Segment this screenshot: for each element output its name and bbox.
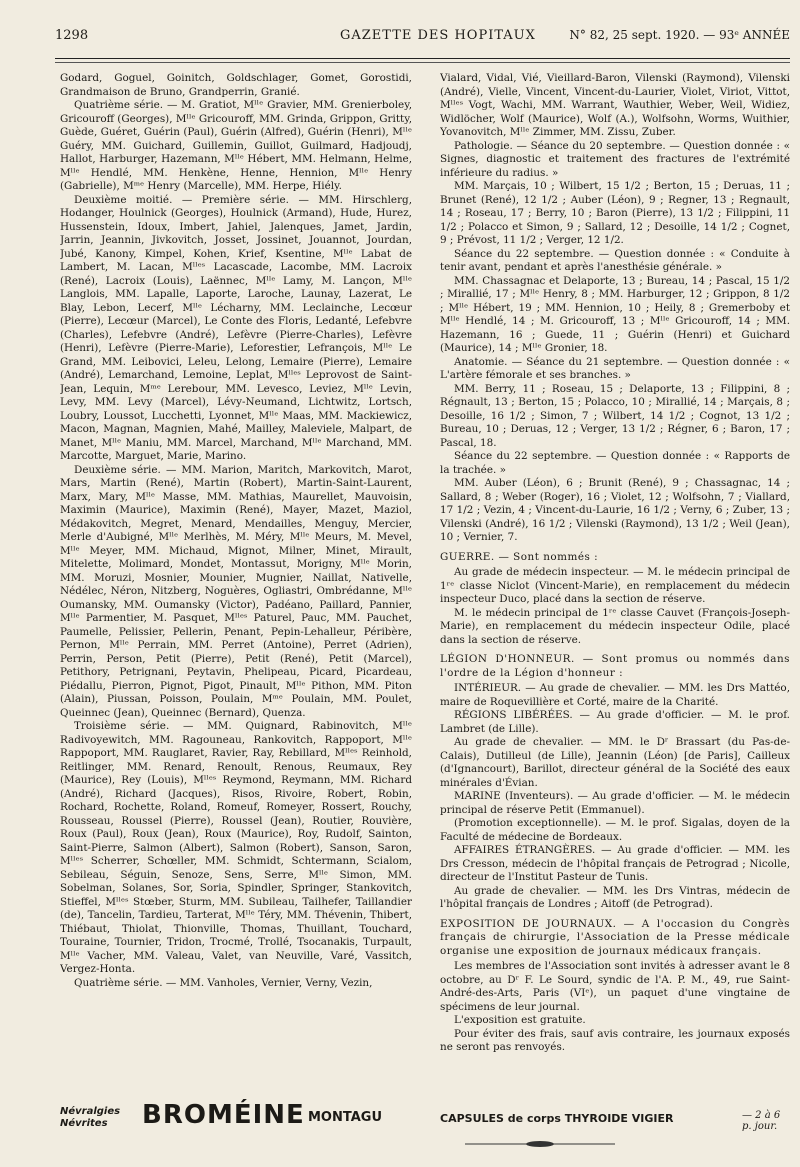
paragraph: Les membres de l'Association sont invités à adresser avant le 8 octobre, au Dʳ F. Le Sourd, syndic de l'A. P. M., 49, rue Saint-André-des-Arts, Paris (VIᵉ), un paquet d'une vingtaine de spécimens de leur journal. bbox=[440, 960, 790, 1013]
paragraph: Troisième série. — MM. Quignard, Rabinovitch, Mˡˡᵉ Radivoyewitch, MM. Ragouneau, Rankovitch, Rappoport, Mˡˡᵉ Rappoport, MM. Rauglaret, Ravier, Ray, Rebillard, Mˡˡᵉˢ Reinhold, Reitlinger, MM. Renard, Renoult, Renous, Reumaux, Rey (Maurice), Rey (Louis), Mˡˡᵉˢ Reymond, Reymann, MM. Richard (André), Richard (Jacques), Risos, Rivoire, Robert, Robin, Rochard, Rochette, Roland, Romeuf, Romeyer, Rossert, Rouchy, Rousseau, Roussel (Pierre), Roussel (Jean), Routier, Rouvière, Roux (Paul), Roux (Jean), Roux (Maurice), Roy, Rudolf, Sainton, Saint-Pierre, Salmon (Albert), Salmon (Robert), Sanson, Saron, Mˡˡᵉˢ Scherrer, Schœller, MM. Schmidt, Schtermann, Scialom, Sebileau, Séguin, Senoze, Sens, Serre, Mˡˡᵉ Simon, MM. Sobelman, Solanes, Sor, Soria, Spindler, Springer, Stankovitch, Stieffel, Mˡˡᵉˢ Stœber, Sturm, MM. Subileau, Tailhefer, Taillandier (de), Tancelin, Tardieu, Tarterat, Mˡˡᵉ Téry, MM. Thévenin, Thibert, Thiébaut, Thiolat, Thionville, Thomas, Thuillant, Touchard, Touraine, Tournier, Tridon, Trocmé, Trollé, Tsocanakis, Turpault, Mˡˡᵉ Vacher, MM. Valeau, Valet, van Neuville, Varé, Vassitch, Vergez-Honta. bbox=[60, 720, 412, 975]
paragraph: Deuxième moitié. — Première série. — MM. Hirschlerg, Hodanger, Houlnick (Georges), Houlnick (Armand), Hude, Hurez, Hussenstein, Idoux, Imbert, Jahiel, Jalenques, Jamet, Jardin, Jarrin, Jeannin, Jivkovitch, Josset, Jossinet, Jouannot, Jourdan, Jubé, Kanony, Kimpel, Kohen, Krief, Ksentine, Mˡˡᵉ Labat de Lambert, M. Lacan, Mˡˡᵉˢ Lacascade, Lacombe, MM. Lacroix (René), Lacroix (Louis), Laënnec, Mˡˡᵉ Lamy, M. Lançon, Mˡˡᵉ Langlois, MM. Lapalle, Laporte, Laroche, Launay, Lazerat, Le Blay, Lebon, Lecerf, Mˡˡᵉ Lécharny, MM. Leclainche, Lecœur (Pierre), Lecœur (Marcel), Le Conte des Floris, Ledanté, Lefebvre (Charles), Lefebvre (André), Lefèvre (Pierre-Charles), Lefèvre (Henri), Lefèvre (Pierre-Marie), Leforestier, Lefrançois, Mˡˡᵉ Le Grand, MM. Leibovici, Leleu, Lelong, Lemaire (Pierre), Lemaire (André), Lemarchand, Lemoine, Leplat, Mˡˡᵉˢ Leprovost de Saint-Jean, Lequin, Mᵐᵉ Lerebour, MM. Levesco, Leviez, Mˡˡᵉ Levin, Levy, MM. Levy (Marcel), Lévy-Neumand, Lichtwitz, Lortsch, Loubry, Loussot, Lucchetti, Lyonnet, Mˡˡᵉ Maas, MM. Mackiewicz, Macon, Magnan, Magnien, Mahé, Mailley, Maleviele, Malpart, de Manet, Mˡˡᵉ Maniu, MM. Marcel, Marchand, Mˡˡᵉ Marchand, MM. Marcotte, Marguet, Marie, Marino. bbox=[60, 193, 412, 462]
right-column bbox=[440, 72, 790, 1082]
paragraph: Au grade de médecin inspecteur. — M. le médecin principal de 1ʳᵉ classe Niclot (Vincent-Marie), en remplacement du médecin inspecteur Duco, placé dans la section de réserve. bbox=[440, 566, 790, 605]
paragraph: INTÉRIEUR. — Au grade de chevalier. — MM. les Drs Mattéo, maire de Roquevillière et Corté, maire de la Charité. bbox=[440, 682, 790, 708]
paragraph: Quatrième série. — MM. Vanholes, Vernier, Verny, Vezin, bbox=[74, 976, 373, 989]
left-column bbox=[60, 72, 412, 1082]
ad-indication-1: Névralgies bbox=[60, 1106, 121, 1117]
header-rule-thin bbox=[55, 62, 790, 63]
ad-indications bbox=[60, 1106, 120, 1130]
journal-title: GAZETTE DES HOPITAUX bbox=[340, 28, 536, 43]
issue-info: N° 82, 25 sept. 1920. — 93ᵉ ANNÉE bbox=[569, 28, 790, 42]
bromeine-advertisement bbox=[60, 1098, 412, 1138]
paragraph: MM. Chassagnac et Delaporte, 13 ; Bureau, 14 ; Pascal, 15 1/2 ; Mirallié, 17 ; Mˡˡᵉ Henry, 8 ; MM. Harburger, 12 ; Grippon, 8 1/2 ; Mˡˡᵉ Hébert, 19 ; MM. Hennion, 10 ; Heily, 8 ; Gremerboby et Mˡˡᵉ Hendlé, 14 ; M. Gricouroff, 13 ; Mˡˡᵉ Gricouroff, 14 ; MM. Hazemann, 16 ; Guede, 11 ; Guérin (Henri) et Guichard (Maurice), 14 ; Mˡˡᵉ Gronier, 18. bbox=[440, 274, 790, 354]
section-heading: LÉGION D'HONNEUR. — Sont promus ou nommés dans l'ordre de la Légion d'honneur : bbox=[440, 653, 790, 679]
paragraph: (Promotion exceptionnelle). — M. le prof. Sigalas, doyen de la Faculté de médecine de Bordeaux. bbox=[440, 817, 790, 843]
paragraph: MM. Berry, 11 ; Roseau, 15 ; Delaporte, 13 ; Filippini, 8 ; Régnault, 13 ; Berton, 15 ; Polacco, 10 ; Mirallié, 14 ; Marçais, 8 ; Desoille, 16 1/2 ; Simon, 7 ; Wilbert, 14 1/2 ; Cognot, 13 1/2 ; Bureau, 10 ; Deruas, 12 ; Verger, 13 1/2 ; Régner, 6 ; Baron, 17 ; Pascal, 18. bbox=[440, 382, 790, 449]
ad-brand-name: MONTAGU bbox=[308, 1110, 383, 1125]
paragraph: Au grade de chevalier. — MM. le Dʳ Brassart (du Pas-de-Calais), Dutilleul (de Lille), Jeannin (Léon) [de Paris], Cailleux (d'Ignancourt), Barillot, directeur général de la Société des eaux minérales d'Évian. bbox=[440, 736, 790, 789]
paragraph: MM. Marçais, 10 ; Wilbert, 15 1/2 ; Berton, 15 ; Deruas, 11 ; Brunet (René), 12 1/2 ; Auber (Léon), 9 ; Regner, 13 ; Regnault, 14 ; Roseau, 17 ; Berry, 10 ; Baron (Pierre), 13 1/2 ; Filippini, 11 1/2 ; Polacco et Simon, 9 ; Sallard, 12 ; Desoille, 14 1/2 ; Cognet, 9 ; Prévost, 11 1/2 ; Verger, 12 1/2. bbox=[440, 180, 790, 246]
paragraph: MARINE (Inventeurs). — Au grade d'officier. — M. le médecin principal de réserve Petit (Emmanuel). bbox=[440, 790, 790, 816]
ornament-divider bbox=[465, 1140, 615, 1148]
paragraph: L'exposition est gratuite. bbox=[454, 1014, 586, 1026]
page-number: 1298 bbox=[55, 28, 89, 43]
paragraph: Vialard, Vidal, Vié, Vieillard-Baron, Vilenski (Raymond), Vilenski (André), Vielle, Vincent, Vincent-du-Laurier, Violet, Viriot, Vittot, Mˡˡᵉˢ Vogt, Wachi, MM. Warrant, Wauthier, Weber, Weil, Widiez, Widlöcher, Wolf (Maurice), Wolf (A.), Wolfsohn, Worms, Wuithier, Yovanovitch, Mˡˡᵉ Zimmer, MM. Zissu, Zuber. bbox=[440, 72, 790, 138]
ad-vigier-text: CAPSULES de corps THYROIDE VIGIER bbox=[440, 1112, 674, 1125]
ad-indication-2: Névrites bbox=[60, 1118, 108, 1129]
paragraph: Deuxième série. — MM. Marion, Maritch, Markovitch, Marot, Mars, Martin (René), Martin (Robert), Martin-Saint-Laurent, Marx, Mary, Mˡˡᵉ Masse, MM. Mathias, Maurellet, Mauvoisin, Maximin (Maurice), Maximin (René), Mayer, Mazet, Maziol, Médakovitch, Megret, Menard, Mendailles, Menguy, Mercier, Merle d'Aubigné, Mˡˡᵉ Merlhès, M. Méry, Mˡˡᵉ Meurs, M. Mevel, Mˡˡᵉ Meyer, MM. Michaud, Mignot, Milner, Minet, Mirault, Mitelette, Molimard, Mondet, Montassut, Morigny, Mˡˡᵉ Morin, MM. Moruzi, Mosnier, Mounier, Mugnier, Naillat, Nativelle, Nédélec, Néron, Nitzberg, Noguères, Ogliastri, Ombrédanne, Mˡˡᵉ Oumansky, MM. Oumansky (Victor), Padéano, Paillard, Pannier, Mˡˡᵉ Parmentier, M. Pasquet, Mˡˡᵉˢ Paturel, Pauc, MM. Pauchet, Paumelle, Pelissier, Pellerin, Penant, Pepin-Lehalleur, Péribère, Pernon, Mˡˡᵉ Perrain, MM. Perret (Antoine), Perret (Adrien), Perrin, Person, Petit (Pierre), Petit (René), Petit (Marcel), Petithory, Petrignani, Peytavin, Phelipeau, Picard, Picardeau, Piédallu, Pierron, Pignot, Pigot, Pinault, Mˡˡᵉ Pithon, MM. Piton (Alain), Piussan, Poisson, Poulain, Mᵐᵉ Poulain, MM. Poulet, Queinnec (Jean), Queinnec (Bernard), Quenza. bbox=[60, 463, 412, 719]
paragraph: Séance du 22 septembre. — Question donnée : « Rapports de la trachée. » bbox=[440, 450, 790, 476]
paragraph: Pathologie. — Séance du 20 septembre. — Question donnée : « Signes, diagnostic et traitement des fractures de l'extrémité inférieure du radius. » bbox=[440, 139, 790, 179]
vigier-advertisement bbox=[440, 1110, 790, 1132]
paragraph: Au grade de chevalier. — MM. les Drs Vintras, médecin de l'hôpital français de Londres ; Aitoff (de Petrograd). bbox=[440, 884, 790, 910]
paragraph: Pour éviter des frais, sauf avis contraire, les journaux exposés ne seront pas renvoyés. bbox=[440, 1027, 790, 1053]
paragraph: M. le médecin principal de 1ʳᵉ classe Cauvet (François-Joseph-Marie), en remplacement du médecin inspecteur Odile, placé dans la section de réserve. bbox=[440, 606, 790, 646]
paragraph: Séance du 22 septembre. — Question donnée : « Conduite à tenir avant, pendant et après l'anesthésie générale. » bbox=[440, 247, 790, 273]
paragraph: Quatrième série. — M. Gratiot, Mˡˡᵉ Gravier, MM. Grenierboley, Gricouroff (Georges), Mˡˡᵉ Gricouroff, MM. Grinda, Grippon, Gritty, Guède, Guéret, Guérin (Paul), Guérin (Alfred), Guérin (Henri), Mˡˡᵉ Guéry, MM. Guichard, Guillemin, Guillot, Guilmard, Hadjoudj, Hallot, Harburger, Hazemann, Mˡˡᵉ Hébert, MM. Helmann, Helme, Mˡˡᵉ Hendlé, MM. Henkène, Henne, Hennion, Mˡˡᵉ Henry (Gabrielle), Mᵐᵉ Henry (Marcelle), MM. Herpe, Hiély. bbox=[60, 99, 412, 192]
paragraph: Godard, Goguel, Goinitch, Goldschlager, Gomet, Gorostidi, Grandmaison de Bruno, Grandperrin, Granié. bbox=[60, 72, 412, 98]
section-heading: EXPOSITION DE JOURNAUX. — A l'occasion du Congrès français de chirurgie, l'Association de la Presse médicale organise une exposition de journaux médicaux français. bbox=[440, 917, 790, 957]
paragraph: Anatomie. — Séance du 21 septembre. — Question donnée : « L'artère fémorale et ses branches. » bbox=[440, 355, 790, 381]
page-header bbox=[55, 22, 790, 50]
paragraph: AFFAIRES ÉTRANGÈRES. — Au grade d'officier. — MM. les Drs Cresson, médecin de l'hôpital français de Petrograd ; Nicolle, directeur de l'Institut Pasteur de Tunis. bbox=[440, 844, 790, 883]
header-rule-thick bbox=[55, 58, 790, 59]
paragraph: RÉGIONS LIBÉRÉES. — Au grade d'officier. — M. le prof. Lambret (de Lille). bbox=[440, 709, 790, 735]
ad-product-name: BROMÉINE bbox=[142, 1100, 305, 1130]
ad-vigier-dosage: — 2 à 6 p. jour. bbox=[742, 1110, 781, 1132]
paragraph: MM. Auber (Léon), 6 ; Brunit (René), 9 ; Chassagnac, 14 ; Sallard, 8 ; Weber (Roger), 16 ; Violet, 12 ; Wolfsohn, 7 ; Viallard, 17 1/2 ; Vezin, 4 ; Vincent-du-Laurie, 16 1/2 ; Verny, 6 ; Zuber, 13 ; Vilenski (André), 16 1/2 ; Vilenski (Raymond), 13 1/2 ; Weil (Jean), 10 ; Vernier, 7. bbox=[440, 477, 790, 543]
section-heading: GUERRE. — Sont nommés : bbox=[440, 550, 599, 563]
